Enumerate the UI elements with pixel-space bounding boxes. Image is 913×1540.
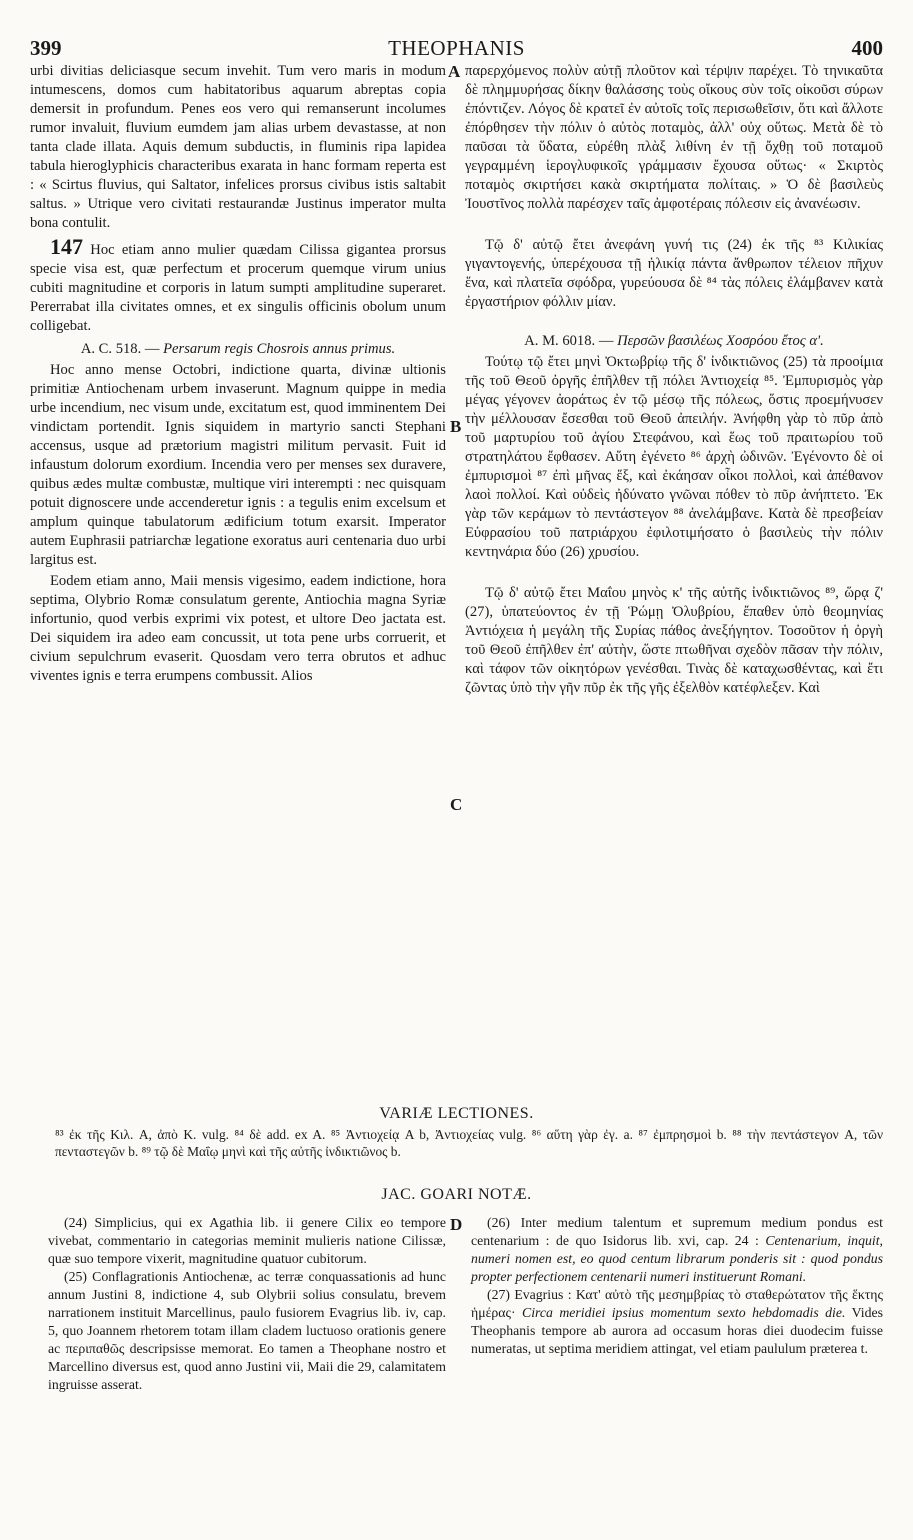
latin-paragraph-2: [30, 234, 446, 336]
page-number-right: 400: [851, 36, 883, 60]
variae-title: VARIÆ LECTIONES.: [379, 1105, 534, 1122]
latin-column: [30, 62, 446, 686]
note-27-quote: Circa meridiei ipsius momentum sexto hebdomadis die.: [522, 1305, 846, 1320]
running-header: [30, 36, 883, 62]
latin-year-title: Persarum regis Chosrois annus primus.: [163, 341, 396, 357]
margin-marker-b: B: [450, 417, 462, 436]
notes-title: JAC. GOARI NOTÆ.: [381, 1186, 532, 1203]
notes-right-column: [471, 1214, 883, 1358]
greek-paragraph-4: Τῷ δ' αὐτῷ ἔτει Μαΐου μηνὸς κ' τῆς αὐτῆς ἰνδικτιῶνος ⁸⁹, ὥρᾳ ζ' (27), ὑπατεύοντος ἐν τῇ Ῥώμῃ Ὀλυβρίου, ἔπαθεν ὑπὸ θεομηνίας Ἀντιόχεια ἡ μεγάλη τῆς Συρίας πάθος ἀνεξήγητον. Τοσοῦτον ἡ ὀργὴ τοῦ Θεοῦ ἐπῆλθεν ἐπ' αὐτὴν, ὥστε πτωθῆναι σχεδὸν πᾶσαν τὴν πόλιν, καὶ τάφον τῶν οἰκητόρων γενέσθαι. Τινὰς δὲ καταχωσθέντας, καὶ ἔτι ζῶντας ὑπὸ τὴν γῆν πῦρ ἐκ τῆς γῆς ἐξελθὸν κατέφλεξεν. Καὶ: [465, 585, 883, 696]
greek-paragraph-3: Τούτῳ τῷ ἔτει μηνὶ Ὀκτωβρίῳ τῆς δ' ἰνδικτιῶνος (25) τὰ προοίμια τῆς τοῦ Θεοῦ ὀργῆς ἐπῆλθεν τῇ πόλει Ἀντιοχείᾳ ⁸⁵. Ἐμπυρισμὸς γὰρ μέγας γέγονεν ἀοράτως ἐν τῷ μέσῳ τῆς πόλεως, ὅστις προεμήνυσεν τὴν μέλλουσαν ἔσεσθαι τοῦ Θεοῦ ἀπειλήν. Ἀνήφθη γὰρ τὸ πῦρ ἀπὸ τοῦ μαρτυρίου τοῦ ἁγίου Στεφάνου, καὶ ἕως τοῦ πραιτωρίου τοῦ στρατηλάτου ἔφθασεν. Αὕτη ἐγένετο ⁸⁶ ἀρχὴ ὠδινῶν. Ἐγένοντο δὲ οἱ ἐμπυρισμοὶ ⁸⁷ ἐπὶ μῆνας ἕξ, καὶ ἐκάησαν οἶκοι πολλοὶ, καὶ ἀπέθανον λαοὶ πολλοί. Καὶ οὐδεὶς ἠδύνατο γνῶναι πόθεν τὸ πῦρ ἀνήπτετο. Ἐκ γὰρ τῶν κεράμων τὸ πεντάστεγον ⁸⁸ ἀνελάμβανε. Κατὰ δὲ πρεσβείαν Εὐφρασίου τοῦ πατριάρχου ἐφιλοτιμήσατο ὁ βασιλεὺς τὴν πόλιν κεντηνάρια δύο (26) χρυσίου.: [465, 354, 883, 560]
greek-year-title: Περσῶν βασιλέως Χοσρόου ἔτος α'.: [617, 333, 824, 349]
margin-marker-d: D: [450, 1215, 463, 1234]
greek-year-label: A. M. 6018. —: [524, 333, 618, 349]
margin-marker-a: A: [448, 62, 461, 81]
note-27-rest: Vides Theophanis tempore ab aurora ad occasum horas diei duodecim fuisse numeratas, ut septima meridiem attingat, vel etiam paululum præterea t.: [471, 1305, 883, 1356]
note-26: [471, 1214, 883, 1286]
greek-column: [465, 62, 883, 698]
latin-year-label: A. C. 518. —: [80, 341, 164, 357]
greek-paragraph-1: παρερχόμενος πολὺν αὐτῇ πλοῦτον καὶ τέρψιν παρέχει. Τὸ τηνικαῦτα δὲ πλημμυρήσας δίκην θαλάσσης τοὺς οἴκους σὺν τοῖς οἰκοῦσι σύρων ἐπόντιζεν. Λόγος δὲ κρατεῖ ἐν αὐτοῖς τοῖς περισωθεῖσιν, ὅτι καὶ ἄλλοτε ἐπόρθησεν τὴν πόλιν ὁ αὐτὸς ποταμὸς, ἀλλ' οὐχ οὕτως. Μετὰ δὲ τὸ παῦσαι τὰ ὕδατα, εὑρέθη πλὰξ λιθίνη ἐν τῇ ὄχθῃ τοῦ ποταμοῦ γεγραμμένη ἱερογλυφικοῖς γράμμασιν ἔχουσα οὕτως· « Σκιρτὸς ποταμὸς σκιρτήσει κακὰ σκιρτήματα πολίταις. » Ὁ δὲ βασιλεὺς Ἰουστῖνος πολλὰ παρέσχεν ταῖς ἀμφοτέραις πόλεσιν εἰς ἀνανέωσιν.: [465, 63, 883, 212]
note-26-text: (26) Inter medium talentum et supremum medium pondus est centenarium : de quo Isidorus lib. xvi, cap. 24 :: [471, 1215, 883, 1248]
note-24: (24) Simplicius, qui ex Agathia lib. ii genere Cilix eo tempore vivebat, commentario in categorias meminit mulieris natione Cilissæ, quæ suo tempore vixerit, magnitudine quatuor cubitorum.: [48, 1215, 446, 1266]
latin-year-heading: [30, 340, 446, 359]
page-number-left: 399: [30, 36, 62, 60]
variae-lectiones: [55, 1126, 883, 1160]
variae-text: ⁸³ ἐκ τῆς Κιλ. A, ἀπὸ Κ. vulg. ⁸⁴ δὲ add. ex A. ⁸⁵ Ἀντιοχείᾳ A b, Ἀντιοχείας vulg. ⁸⁶ αὕτη γὰρ ἐγ. a. ⁸⁷ ἐμπρησμοὶ b. ⁸⁸ τὴν πεντάστεγον A, τῶν πενταστεγῶν b. ⁸⁹ τῷ δὲ Μαΐῳ μηνὶ καὶ τῆς αὐτῆς ἰνδικτιῶνος b.: [55, 1127, 883, 1159]
margin-marker-c: C: [450, 795, 463, 814]
greek-paragraph-2: Τῷ δ' αὐτῷ ἔτει ἀνεφάνη γυνή τις (24) ἐκ τῆς ⁸³ Κιλικίας γιγαντογενής, ὑπερέχουσα τῇ ἡλικίᾳ πάντα ἄνθρωπον τέλειον πῆχυν ἕνα, καὶ πλατεῖα σφόδρα, γυρεύουσα δὲ ⁸⁴ τὰς πόλεις ἐλάμβανεν κατὰ ἐργαστήριον φόλλιν μίαν.: [465, 237, 883, 310]
note-25: (25) Conflagrationis Antiochenæ, ac terræ conquassationis ad hunc annum Justini 8, indictione 4, sub Olybrii solius consulatu, brevem narrationem instituit Marcellinus, paulo fusiorem Evagrius lib. iv, cap. 5, quo Joannem rhetorem totam illam cladem luctuoso orationis genere ac περιπαθῶς descripsisse memorat. Eo tamen a Theophane nostro et Marcellino diversus est, quod anno Justini vii, Maii die 29, calamitatem ingruisse asserat.: [48, 1269, 446, 1392]
latin-paragraph-4: Eodem etiam anno, Maii mensis vigesimo, eadem indictione, hora septima, Olybrio Romæ consulatum gerente, Antiochia magna Syriæ infortunio, quod verbis exprimi vix potest, et ultore Deo jactata est. Dei siquidem ira adeo eam concussit, ut tota pene urbs corruerit, et civium sepulchrum evaserit. Quosdam vero terra obrutos et adhuc viventes ignis e terra erumpens combussit. Alios: [30, 573, 446, 684]
latin-paragraph-3: Hoc anno mense Octobri, indictione quarta, divinæ ultionis primitiæ Antiochenam urbem invaserunt. Magnum quippe in media urbe incendium, nec visum unde, excitatum est, quod imminentem Dei vindictam portendit. Ignis siquidem in martyrio sancti Stephani accensus, usque ad prætorium magistri militum pervasit. Fuit id infaustum dolorum exordium. Incendia vero per menses sex duravere, quibus ædes multæ combustæ, multique viri interempti : nec quisquam potuit dignoscere unde accenderetur ignis : a tegulis enim excelsum et amplum quinque tabulatorum ædificium totum exarsit. Imperator autem Euphrasii patriarchæ legatione exoratus auri centenaria duo urbi largitus est.: [30, 362, 446, 568]
running-title: THEOPHANIS: [388, 36, 525, 60]
note-27-text: (27) Evagrius : Κατ' αὐτὸ τῆς μεσημβρίας τὸ σταθερώτατον τῆς ἕκτης ἡμέρας·: [471, 1287, 883, 1320]
notes-left-column: [48, 1214, 446, 1394]
latin-paragraph-2-text: Hoc etiam anno mulier quædam Cilissa gigantea prorsus specie visa est, quæ perfectum et procerum quemque virum unius cubiti magnitudine et corporis in latum sumpti amplitudine superaret. Pererrabat illa civitates omnes, et ex singulis officinis obolum unum colligebat.: [30, 242, 446, 334]
latin-paragraph-1: urbi divitias deliciasque secum invehit. Tum vero maris in modum intumescens, domos cum habitatoribus aquarum abreptas copia demersit in profundum. Penes eos vero qui remanserunt incolumes rumor invaluit, fluvium eumdem jam alias urbem devastasse, at non tanta clade illata. Aquis demum subductis, in fluminis ripa lapidea tabula hieroglyphicis characteribus exarata in hanc formam reperta est : « Scirtus fluvius, qui Saltator, infelices prorsus civibus istis saltabit saltus. » Utrique vero civitati restaurandæ Justinus imperator multa bona contulit.: [30, 63, 446, 231]
note-27: [471, 1286, 883, 1358]
note-26-quote: Centenarium, inquit, numeri nomen est, eo quod centum librarum ponderis sit : quod pondus propter perfectionem centenarii numeri instituerunt Romani.: [471, 1233, 883, 1284]
section-number: 147: [50, 234, 83, 259]
greek-year-heading: [465, 332, 883, 351]
